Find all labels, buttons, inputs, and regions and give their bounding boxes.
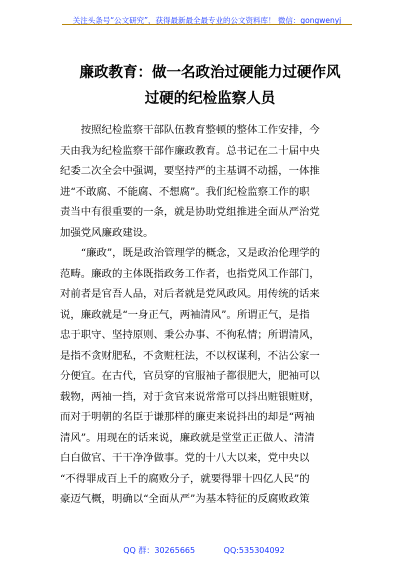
body-line: “不得罪成百上千的腐败分子，就要得罪十四亿人民”的	[60, 472, 310, 485]
body-line: 天由我为纪检监察干部作廉政教育。总书记在二十届中央	[60, 144, 320, 157]
body-line: 载物，两袖一挡，对于贪官来说常常可以抖出赃银赃财，	[60, 390, 320, 403]
body-line: 按照纪检监察干部队伍教育整顿的整体工作安排，今	[60, 124, 320, 136]
footer-contact	[0, 545, 408, 559]
body-line: 忠于职守、坚持原则、秉公办事、不徇私情；所谓清风，	[60, 329, 320, 341]
body-line: 而对于明朝的名臣于谦那样的廉吏来说抖出的却是“两袖	[60, 411, 315, 423]
header-banner	[56, 8, 358, 34]
body-line: 加强党风廉政建设。	[60, 226, 154, 239]
body-line: 清风”。用现在的话来说，廉政就是堂堂正正做人、清清	[60, 431, 315, 444]
body-line: 范畴。廉政的主体既指政务工作者，也指党风工作部门，	[60, 267, 320, 280]
body-line: 进“不敢腐、不能腐、不想腐”。我们纪检监察工作的职	[60, 185, 310, 198]
body-line: 纪委二次全会中强调，要坚持严的主基调不动摇，一体推	[60, 165, 320, 177]
document-title	[60, 60, 360, 112]
body-line: 是指不贪财肥私，不贪赃枉法，不以权谋利，不沾公家一	[60, 349, 320, 362]
body-line: 说，廉政就是“一身正气，两袖清风”。所谓正气，是指	[60, 308, 310, 321]
header-divider	[62, 24, 352, 25]
footer-qq: QQ:535304092	[223, 546, 285, 555]
body-line: 对前者是官吾人品，对后者就是党风政风。用传统的话来	[60, 288, 320, 300]
footer-qq-group: QQ 群：30265665	[123, 546, 196, 555]
document-title-line: 廉政教育：做一名政治过硬能力过硬作风	[79, 65, 341, 81]
body-line: 豪迈气概，明确以“全面从严”为基本特征的反腐败政策	[60, 493, 310, 505]
body-line: 分便宜。在古代，官员穿的官服袖子都很肥大，肥袖可以	[60, 370, 320, 382]
header-banner-text: 关注头条号“公文研究”，获得最新最全最专业的公文资料库！ 微信：gongwenyj	[72, 16, 342, 25]
body-line: “廉政”，既是政治管理学的概念，又是政治伦理学的	[60, 247, 320, 259]
document-body	[60, 120, 360, 510]
document-title-line: 过硬的纪检监察人员	[144, 91, 276, 107]
body-line: 责当中有很重要的一条，就是协助党组推进全面从严治党	[60, 206, 320, 218]
body-line: 白白做官、干干净净做事。党的十八大以来，党中央以	[60, 452, 310, 464]
